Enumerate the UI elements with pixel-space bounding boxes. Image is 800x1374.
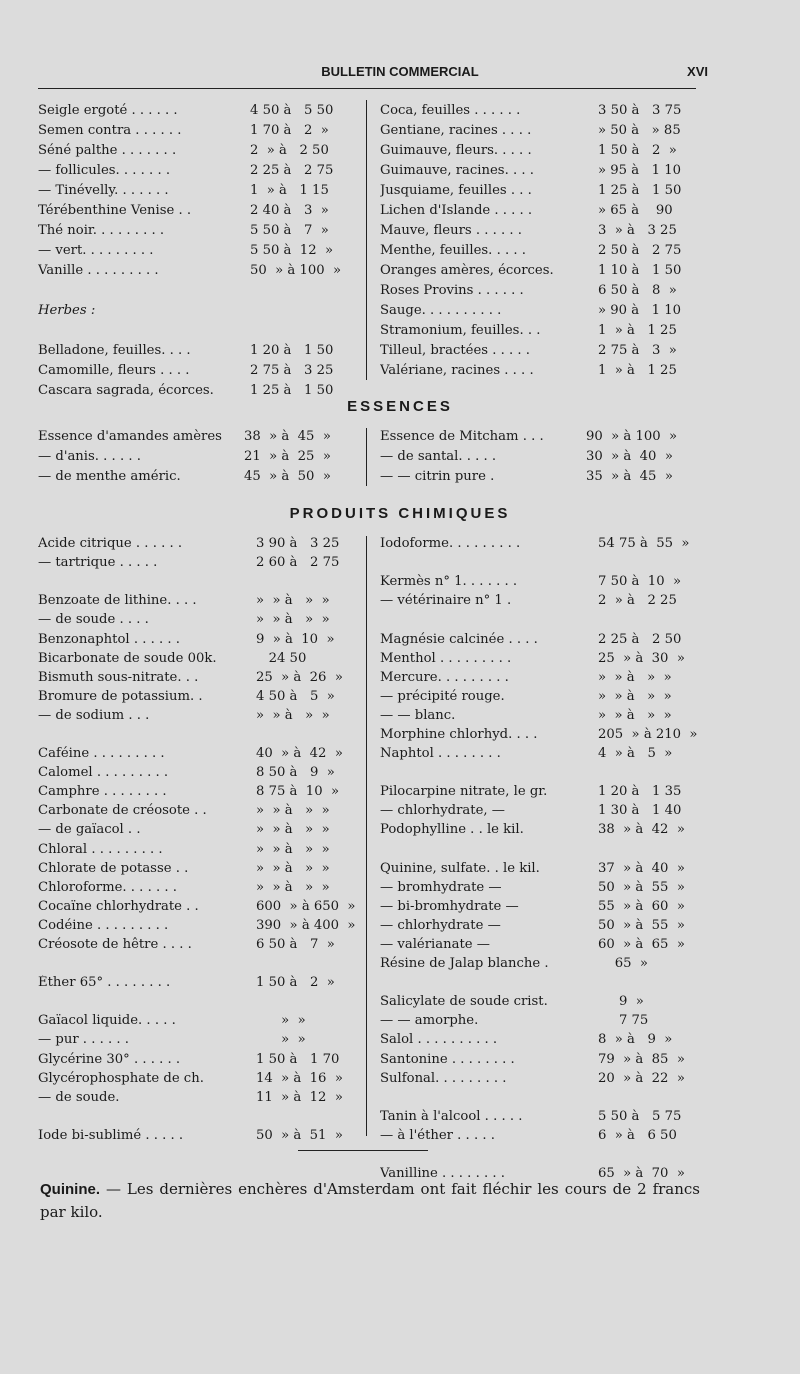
list-item — [380, 220, 698, 240]
item-name: — de soude. — [38, 1089, 120, 1105]
list-item — [380, 446, 698, 466]
chemicals-list-left — [38, 534, 356, 1145]
item-name: Naphtol . . . . . . . . — [380, 746, 501, 762]
list-item — [38, 466, 356, 486]
item-name: Roses Provins . . . . . . — [380, 282, 524, 298]
list-item — [38, 1107, 356, 1126]
item-price: 2 75 à 3 » — [598, 342, 677, 358]
item-price: 24 50 — [256, 650, 307, 666]
list-item — [38, 320, 350, 340]
item-price: 21 » à 25 » — [244, 448, 331, 464]
item-price: 14 » à 16 » — [256, 1070, 343, 1086]
herbs-list-left — [38, 100, 350, 400]
list-item — [380, 240, 698, 260]
list-item — [38, 591, 356, 610]
list-item — [38, 340, 350, 360]
item-price: » 95 à 1 10 — [598, 162, 682, 178]
essences-list-left — [38, 426, 356, 486]
list-item — [380, 466, 698, 486]
list-item — [380, 180, 698, 200]
list-item — [38, 300, 350, 320]
item-name: Guimauve, racines. . . . — [380, 162, 534, 178]
item-name: Podophylline . . le kil. — [380, 822, 524, 838]
item-price: 3 » à 3 25 — [598, 222, 677, 238]
item-name: Thé noir. . . . . . . . . — [38, 222, 165, 238]
item-name: Calomel . . . . . . . . . — [38, 765, 169, 781]
item-name: Kermès n° 1. . . . . . . — [380, 574, 518, 590]
list-item — [380, 100, 698, 120]
list-item — [380, 360, 698, 380]
item-name: Créosote de hêtre . . . . — [38, 937, 192, 953]
item-price: 2 25 à 2 50 — [598, 631, 682, 647]
list-item — [380, 744, 698, 763]
column-divider — [366, 100, 367, 380]
item-name: Seigle ergoté . . . . . . — [38, 102, 178, 118]
item-price: » » à » » — [256, 803, 330, 819]
market-note — [40, 1178, 700, 1224]
item-price: 2 25 à 2 75 — [250, 162, 334, 178]
item-name: Valériane, racines . . . . — [380, 362, 534, 378]
item-price: 55 » à 60 » — [598, 898, 685, 914]
column-divider — [366, 428, 367, 486]
item-price: » » à » » — [256, 841, 330, 857]
item-name: Menthol . . . . . . . . . — [380, 650, 512, 666]
item-name: Benzonaphtol . . . . . . — [38, 631, 180, 647]
item-price: 79 » à 85 » — [598, 1051, 685, 1067]
list-item — [38, 763, 356, 782]
item-name: Quinine, sulfate. . le kil. — [380, 860, 540, 876]
list-item — [380, 1050, 698, 1069]
item-name: — de menthe améric. — [38, 468, 181, 484]
header-title: BULLETIN COMMERCIAL — [321, 64, 479, 79]
item-name: Résine de Jalap blanche . — [380, 956, 549, 972]
item-name: Benzoate de lithine. . . . — [38, 593, 197, 609]
item-name: — bi-bromhydrate — — [380, 898, 519, 914]
item-price: 600 » à 650 » — [256, 898, 356, 914]
item-name: Glycérophosphate de ch. — [38, 1070, 204, 1086]
item-price: 5 50 à 5 75 — [598, 1108, 682, 1124]
list-item — [380, 120, 698, 140]
list-item — [38, 725, 356, 744]
item-price: » » à » » — [598, 707, 672, 723]
list-item — [38, 610, 356, 629]
section-title-essences: ESSENCES — [347, 398, 453, 415]
item-name: — précipité rouge. — [380, 688, 505, 704]
list-item — [38, 534, 356, 553]
item-price: » » à » » — [256, 707, 330, 723]
item-name: Éther 65° . . . . . . . . — [38, 975, 171, 991]
list-item — [380, 1107, 698, 1126]
item-price: 2 » à 2 50 — [250, 142, 329, 158]
item-name: Oranges amères, écorces. — [380, 262, 554, 278]
item-name: Vanille . . . . . . . . . — [38, 262, 159, 278]
item-price: 390 » à 400 » — [256, 917, 356, 933]
item-price: » 65 à 90 — [598, 202, 673, 218]
item-price: 35 » à 45 » — [586, 468, 673, 484]
list-item — [38, 935, 356, 954]
item-price: » 90 à 1 10 — [598, 302, 682, 318]
item-name: Iodoforme. . . . . . . . . — [380, 536, 521, 552]
item-name: — vétérinaire n° 1 . — [380, 593, 512, 609]
list-item — [380, 260, 698, 280]
item-name: Herbes : — [38, 302, 96, 318]
item-name: Carbonate de créosote . . — [38, 803, 207, 819]
footer-rule — [298, 1150, 428, 1151]
item-name: Essence d'amandes amères — [38, 428, 222, 444]
list-item — [38, 1126, 356, 1145]
item-price: 30 » à 40 » — [586, 448, 673, 464]
chemicals-list-right — [380, 534, 698, 1183]
list-item — [380, 1126, 698, 1145]
list-item — [38, 629, 356, 648]
list-item — [38, 553, 356, 572]
column-divider — [366, 536, 367, 1136]
item-name: Sauge. . . . . . . . . . — [380, 302, 502, 318]
list-item — [38, 820, 356, 839]
item-price: » » à » » — [256, 593, 330, 609]
list-item — [38, 992, 356, 1011]
list-item — [38, 426, 356, 446]
item-price: 60 » à 65 » — [598, 937, 685, 953]
item-price: » » à » » — [598, 669, 672, 685]
list-item — [38, 668, 356, 687]
list-item — [380, 859, 698, 878]
item-price: 9 » — [598, 994, 644, 1010]
list-item — [380, 591, 698, 610]
list-item — [380, 300, 698, 320]
item-price: 5 50 à 7 » — [250, 222, 329, 238]
list-item — [38, 973, 356, 992]
list-item — [38, 1069, 356, 1088]
item-price: 1 » à 1 15 — [250, 182, 329, 198]
item-name: — — blanc. — [380, 707, 456, 723]
list-item — [38, 1050, 356, 1069]
item-name: Mercure. . . . . . . . . — [380, 669, 509, 685]
item-name: Belladone, feuilles. . . . — [38, 342, 191, 358]
item-name: Lichen d'Islande . . . . . — [380, 202, 533, 218]
item-name: Cocaïne chlorhydrate . . — [38, 898, 199, 914]
note-text: — Les dernières enchères d'Amsterdam ont fait fléchir les cours de 2 francs par kilo. — [40, 1180, 700, 1221]
item-name: Jusquiame, feuilles . . . — [380, 182, 532, 198]
item-name: Chlorate de potasse . . — [38, 860, 189, 876]
item-name: — de santal. . . . . — [380, 448, 497, 464]
item-name: Caféine . . . . . . . . . — [38, 746, 165, 762]
item-name: — — citrin pure . — [380, 468, 495, 484]
item-name: Chloroforme. . . . . . . — [38, 879, 177, 895]
list-item — [38, 1011, 356, 1030]
list-item — [38, 954, 356, 973]
item-price: 1 50 à 1 70 — [256, 1051, 340, 1067]
item-price: 38 » à 45 » — [244, 428, 331, 444]
list-item — [38, 360, 350, 380]
list-item — [38, 916, 356, 935]
item-price: » » à » » — [256, 879, 330, 895]
list-item — [380, 687, 698, 706]
herbs-list-right — [380, 100, 698, 380]
item-price: 8 75 à 10 » — [256, 784, 340, 800]
item-price: 65 » — [598, 956, 649, 972]
item-price: 3 90 à 3 25 — [256, 536, 340, 552]
list-item — [380, 668, 698, 687]
list-item — [38, 180, 350, 200]
item-name: Bismuth sous-nitrate. . . — [38, 669, 199, 685]
list-item — [380, 1011, 698, 1030]
list-item — [380, 992, 698, 1011]
list-item — [380, 916, 698, 935]
list-item — [380, 200, 698, 220]
item-name: — valérianate — — [380, 937, 490, 953]
list-item — [38, 878, 356, 897]
item-name: Magnésie calcinée . . . . — [380, 631, 538, 647]
list-item — [38, 782, 356, 801]
item-name: — — amorphe. — [380, 1013, 479, 1029]
list-item — [380, 553, 698, 572]
item-name: Acide citrique . . . . . . — [38, 536, 183, 552]
header-rule — [38, 88, 696, 89]
list-item — [380, 1088, 698, 1107]
item-name: — tartrique . . . . . — [38, 555, 158, 571]
list-item — [38, 801, 356, 820]
list-item — [380, 820, 698, 839]
item-name: Bicarbonate de soude 00k. — [38, 650, 217, 666]
item-price: 1 » à 1 25 — [598, 322, 677, 338]
essences-list-right — [380, 426, 698, 486]
list-item — [38, 572, 356, 591]
item-price: 1 50 à 2 » — [256, 975, 335, 991]
list-item — [38, 897, 356, 916]
list-item — [380, 878, 698, 897]
list-item — [38, 280, 350, 300]
list-item — [38, 120, 350, 140]
list-item — [380, 763, 698, 782]
item-price: 7 50 à 10 » — [598, 574, 682, 590]
item-price: 8 50 à 9 » — [256, 765, 335, 781]
list-item — [380, 610, 698, 629]
section-title-chemicals: PRODUITS CHIMIQUES — [289, 505, 511, 522]
item-name: — follicules. . . . . . . — [38, 162, 171, 178]
item-price: 54 75 à 55 » — [598, 536, 690, 552]
list-item — [38, 100, 350, 120]
item-name: Vanilline . . . . . . . . — [380, 1166, 505, 1182]
item-price: 9 » à 10 » — [256, 631, 335, 647]
item-price: 2 60 à 2 75 — [256, 555, 340, 571]
item-price: 40 » à 42 » — [256, 746, 343, 762]
item-name: Morphine chlorhyd. . . . — [380, 726, 538, 742]
list-item — [38, 160, 350, 180]
item-price: 50 » à 100 » — [250, 262, 342, 278]
item-name: Térébenthine Venise . . — [38, 202, 192, 218]
list-item — [380, 725, 698, 744]
list-item — [380, 629, 698, 648]
item-name: Mauve, fleurs . . . . . . — [380, 222, 522, 238]
item-price: 1 30 à 1 40 — [598, 803, 682, 819]
list-item — [380, 1030, 698, 1049]
item-price: 25 » à 30 » — [598, 650, 685, 666]
item-price: 37 » à 40 » — [598, 860, 685, 876]
list-item — [380, 935, 698, 954]
list-item — [380, 782, 698, 801]
list-item — [380, 280, 698, 300]
list-item — [380, 140, 698, 160]
list-item — [380, 1069, 698, 1088]
item-price: » 50 à » 85 — [598, 122, 681, 138]
list-item — [38, 859, 356, 878]
list-item — [38, 140, 350, 160]
item-price: » » — [256, 1013, 306, 1029]
item-price: 6 50 à 7 » — [256, 937, 335, 953]
item-price: 4 50 à 5 50 — [250, 102, 334, 118]
item-price: 1 10 à 1 50 — [598, 262, 682, 278]
item-name: Camphre . . . . . . . . — [38, 784, 167, 800]
item-name: Chloral . . . . . . . . . — [38, 841, 163, 857]
item-name: — Tinévelly. . . . . . . — [38, 182, 169, 198]
item-name: Tilleul, bractées . . . . . — [380, 342, 530, 358]
item-price: 7 75 — [598, 1013, 649, 1029]
item-price: 2 50 à 2 75 — [598, 242, 682, 258]
item-name: — de soude . . . . — [38, 612, 149, 628]
list-item — [380, 572, 698, 591]
item-name: — bromhydrate — — [380, 879, 502, 895]
list-item — [38, 1030, 356, 1049]
item-price: 50 » à 55 » — [598, 917, 685, 933]
list-item — [38, 649, 356, 668]
list-item — [380, 534, 698, 553]
item-name: Cascara sagrada, écorces. — [38, 382, 214, 398]
list-item — [38, 1088, 356, 1107]
list-item — [380, 1145, 698, 1164]
item-name: — chlorhydrate — — [380, 917, 501, 933]
item-price: 38 » à 42 » — [598, 822, 685, 838]
item-name: — pur . . . . . . — [38, 1032, 129, 1048]
item-price: 50 » à 55 » — [598, 879, 685, 895]
item-price: » » — [256, 1032, 306, 1048]
item-price: 6 » à 6 50 — [598, 1127, 677, 1143]
item-name: Coca, feuilles . . . . . . — [380, 102, 521, 118]
item-price: 50 » à 51 » — [256, 1127, 343, 1143]
item-name: — chlorhydrate, — — [380, 803, 505, 819]
item-name: Séné palthe . . . . . . . — [38, 142, 177, 158]
list-item — [380, 840, 698, 859]
item-name: — à l'éther . . . . . — [380, 1127, 495, 1143]
list-item — [38, 687, 356, 706]
item-name: Codéine . . . . . . . . . — [38, 917, 169, 933]
item-price: 6 50 à 8 » — [598, 282, 677, 298]
list-item — [380, 649, 698, 668]
item-name: Tanin à l'alcool . . . . . — [380, 1108, 523, 1124]
list-item — [38, 240, 350, 260]
item-price: 1 70 à 2 » — [250, 122, 329, 138]
list-item — [38, 260, 350, 280]
item-price: 3 50 à 3 75 — [598, 102, 682, 118]
list-item — [38, 220, 350, 240]
list-item — [380, 706, 698, 725]
item-name: Salicylate de soude crist. — [380, 994, 548, 1010]
item-name: — de gaïacol . . — [38, 822, 141, 838]
item-name: Salol . . . . . . . . . . — [380, 1032, 498, 1048]
item-name: Menthe, feuilles. . . . . — [380, 242, 526, 258]
item-price: 2 75 à 3 25 — [250, 362, 334, 378]
item-price: 1 25 à 1 50 — [250, 382, 334, 398]
list-item — [38, 200, 350, 220]
list-item — [380, 897, 698, 916]
item-price: 65 » à 70 » — [598, 1166, 685, 1182]
list-item — [380, 973, 698, 992]
item-price: 20 » à 22 » — [598, 1070, 685, 1086]
item-price: 1 20 à 1 35 — [598, 784, 682, 800]
list-item — [380, 426, 698, 446]
page-number: XVI — [687, 64, 708, 79]
item-price: » » à » » — [256, 822, 330, 838]
item-price: 45 » à 50 » — [244, 468, 331, 484]
item-price: » » à » » — [256, 612, 330, 628]
item-name: Stramonium, feuilles. . . — [380, 322, 541, 338]
item-price: » » à » » — [256, 860, 330, 876]
list-item — [38, 706, 356, 725]
list-item — [38, 380, 350, 400]
item-name: Santonine . . . . . . . . — [380, 1051, 515, 1067]
item-price: 1 50 à 2 » — [598, 142, 677, 158]
item-name: Iode bi-sublimé . . . . . — [38, 1127, 184, 1143]
item-name: Guimauve, fleurs. . . . . — [380, 142, 532, 158]
item-price: 5 50 à 12 » — [250, 242, 334, 258]
list-item — [380, 340, 698, 360]
item-price: 4 » à 5 » — [598, 746, 673, 762]
item-price: 1 » à 1 25 — [598, 362, 677, 378]
item-price: 8 » à 9 » — [598, 1032, 673, 1048]
item-price: 205 » à 210 » — [598, 726, 698, 742]
item-name: Essence de Mitcham . . . — [380, 428, 544, 444]
item-price: 11 » à 12 » — [256, 1089, 343, 1105]
item-price: 25 » à 26 » — [256, 669, 343, 685]
item-price: 90 » à 100 » — [586, 428, 678, 444]
item-price: 2 40 à 3 » — [250, 202, 329, 218]
item-name: — vert. . . . . . . . . — [38, 242, 154, 258]
list-item — [38, 744, 356, 763]
item-name: — de sodium . . . — [38, 707, 150, 723]
item-name: — d'anis. . . . . . — [38, 448, 141, 464]
item-name: Camomille, fleurs . . . . — [38, 362, 190, 378]
list-item — [380, 801, 698, 820]
item-name: Gaïacol liquide. . . . . — [38, 1013, 176, 1029]
note-lead: Quinine. — [40, 1181, 100, 1198]
page-header — [0, 64, 800, 80]
list-item — [380, 954, 698, 973]
list-item — [38, 446, 356, 466]
item-price: 1 20 à 1 50 — [250, 342, 334, 358]
item-price: 4 50 à 5 » — [256, 688, 335, 704]
item-price: » » à » » — [598, 688, 672, 704]
item-name: Glycérine 30° . . . . . . — [38, 1051, 181, 1067]
item-price: 2 » à 2 25 — [598, 593, 677, 609]
list-item — [380, 160, 698, 180]
item-name: Gentiane, racines . . . . — [380, 122, 532, 138]
item-price: 1 25 à 1 50 — [598, 182, 682, 198]
list-item — [380, 320, 698, 340]
item-name: Sulfonal. . . . . . . . . — [380, 1070, 507, 1086]
item-name: Semen contra . . . . . . — [38, 122, 182, 138]
list-item — [38, 840, 356, 859]
item-name: Bromure de potassium. . — [38, 688, 203, 704]
item-name: Pilocarpine nitrate, le gr. — [380, 784, 548, 800]
